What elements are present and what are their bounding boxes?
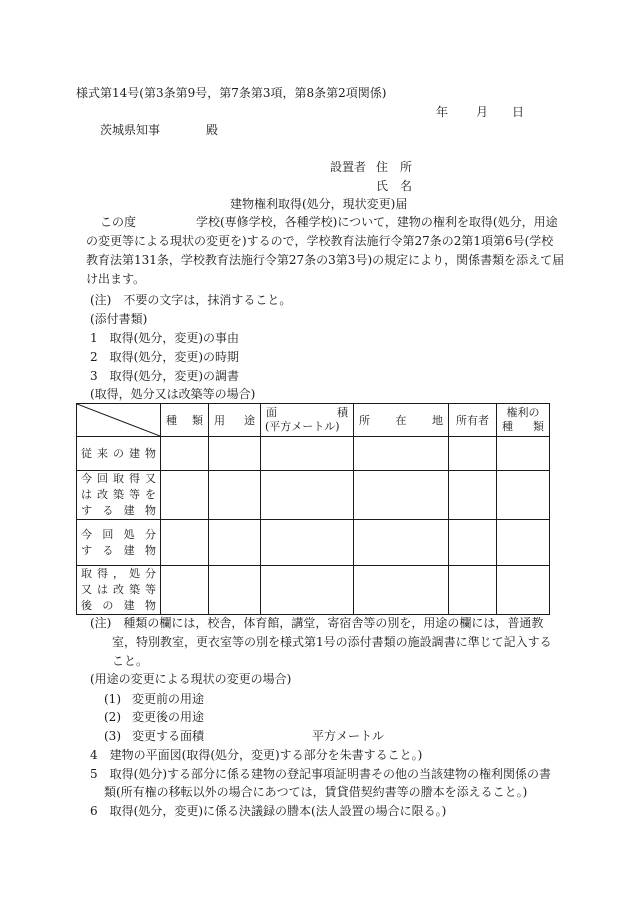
use-change-heading: (用途の変更による現状の変更の場合) [90,672,292,686]
date-day: 日 [512,105,525,119]
body-line-1: この度 学校(専修学校，各種学校)について，建物の権利を取得(処分，用途 [100,215,558,229]
body-line-3: 教育法第131条，学校教育法施行令第27条の3第3号)の規定により，関係書類を添えて届 [86,253,565,267]
table-note-line-1: (注) 種類の欄には，校舎，体育館，講堂，寄宿舎等の別を，用途の欄には，普通教 [90,616,544,630]
row-label-existing: 従来の建物 [77,437,161,471]
header-location: 所 在 地 [354,404,449,437]
item-5-line-1: 5 取得(処分)する部分に係る建物の登記事項証明書その他の当該建物の権利関係の書 [90,767,552,781]
applicant-setter-label: 設置者 [330,160,367,174]
header-use: 用 途 [209,404,261,437]
row-label-after: 取得，処分 又は改築等 後の建物 [77,566,161,615]
date-month: 月 [476,105,489,119]
table-row [77,471,550,520]
attachment-2: 2 取得(処分，変更)の時期 [90,350,239,364]
building-table [76,403,550,615]
table-row [77,566,550,615]
body-line-2: の変更等による現状の変更を)するので，学校教育法施行令第27条の2第1項第6号(学校 [86,234,554,248]
body-line-4: け出ます。 [86,272,146,286]
header-kind: 種 類 [161,404,209,437]
use-change-1-text: 変更前の用途 [132,692,205,706]
header-area: 面 積 (平方メートル) [261,404,354,437]
use-change-1-num: (1) [104,692,121,706]
use-change-2-text: 変更後の用途 [132,710,205,724]
item-6: 6 取得(処分，変更)に係る決議録の謄本(法人設置の場合に限る。) [90,804,447,818]
date-year: 年 [436,105,449,119]
applicant-name-label: 氏 名 [376,179,413,193]
table-note-line-3: こと。 [112,654,149,668]
table-row [77,520,550,566]
row-label-dispose: 今回処分 する建物 [77,520,161,566]
use-change-3-unit: 平方メートル [312,729,385,743]
header-right-type: 権利の 種 類 [497,404,550,437]
form-number: 様式第14号(第3条第9号，第7条第3項，第8条第2項関係) [76,86,387,100]
header-diagonal-cell [77,404,161,437]
use-change-2-num: (2) [104,710,121,724]
attachments-heading: (添付書類) [90,312,148,326]
table-caption: (取得，処分又は改築等の場合) [90,387,256,401]
header-owner: 所有者 [449,404,497,437]
addressee-honorific: 殿 [206,123,219,137]
row-label-acquire: 今回取得又 は改築等を する建物 [77,471,161,520]
addressee-name: 茨城県知事 [100,123,161,137]
attachment-1: 1 取得(処分，変更)の事由 [90,331,239,345]
document-title: 建物権利取得(処分，現状変更)届 [230,197,408,211]
table-note-line-2: 室，特別教室，更衣室等の別を様式第1号の添付書類の施設調書に準じて記入する [112,635,552,649]
use-change-3-num: (3) [104,729,121,743]
use-change-3-text: 変更する面積 [132,729,205,743]
table-row [77,437,550,471]
item-5-line-2: 類(所有権の移転以外の場合にあつては，賃貸借契約書等の謄本を添えること。) [104,785,528,799]
item-4: 4 建物の平面図(取得(処分，変更)する部分を朱書すること。) [90,748,423,762]
attachment-3: 3 取得(処分，変更)の調書 [90,369,239,383]
applicant-address-label: 住 所 [376,160,413,174]
note-strike: (注) 不要の文字は，抹消すること。 [90,293,292,307]
